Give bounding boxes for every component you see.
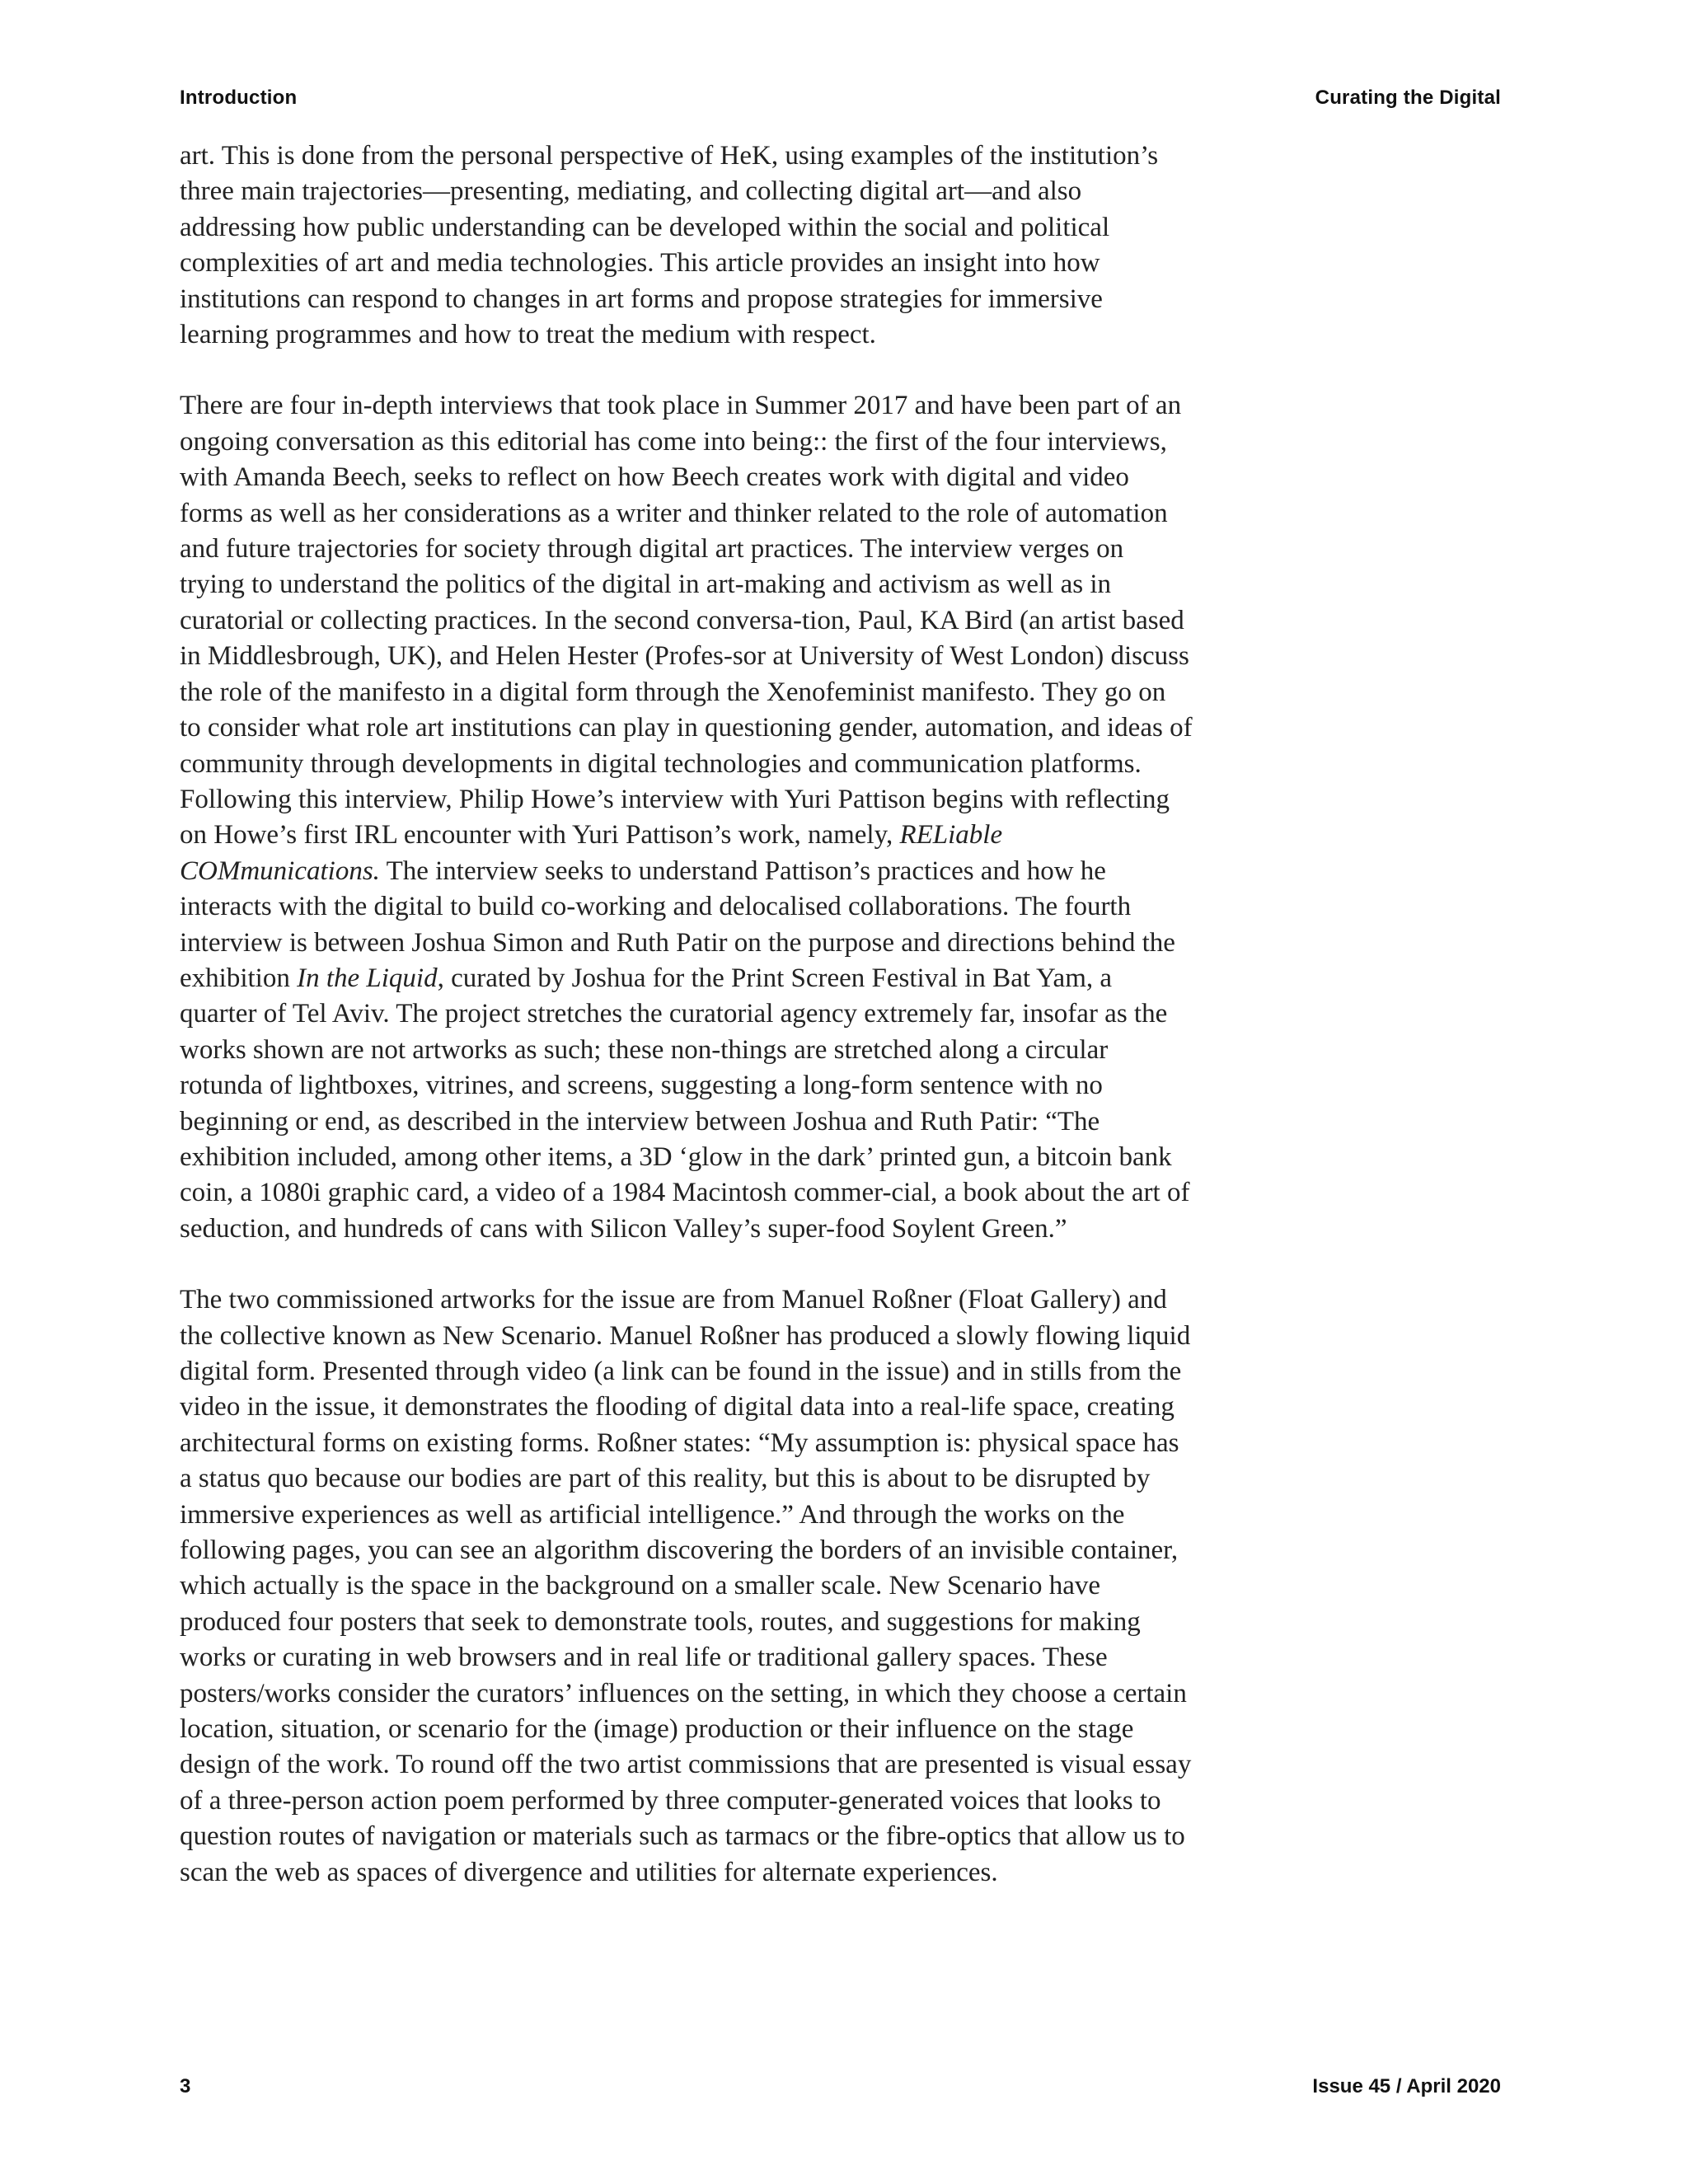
- page-number: 3: [180, 2075, 191, 2097]
- running-head-section: Introduction: [180, 87, 298, 109]
- paragraph-2: [180, 388, 1193, 1247]
- paragraph-2-part-c: , curated by Joshua for the Print Screen Festival in Bat Yam, a quarter of Tel Aviv. The project stretches the curatorial agency extremely far, insofar as the works shown are not artworks as such; these non-things are stretched along a circular rotunda of lightboxes, vitrines, and screens, suggesting a long-form sentence with no beginning or end, as described in the interview between Joshua and Ruth Patir: “The exhibition included, among other items, a 3D ‘glow in the dark’ printed gun, a bitcoin bank coin, a 1080i graphic card, a video of a 1984 Macintosh commer-cial, a book about the art of seduction, and hundreds of cans with Silicon Valley’s super-food Soylent Green.”: [180, 963, 1190, 1244]
- running-head-publication: Curating the Digital: [1315, 87, 1501, 109]
- paragraph-3: The two commissioned artworks for the issue are from Manuel Roßner (Float Gallery) and the collective known as New Scenario. Manuel Roßner has produced a slowly flowing liquid digital form. Presented through video (a link can be found in the issue) and in stills from the video in the issue, it demonstrates the flooding of digital data into a real-life space, creating architectural forms on existing forms. Roßner states: “My assumption is: physical space has a status quo because our bodies are part of this reality, but this is about to be disrupted by immersive experiences as well as artificial intelligence.” And through the works on the following pages, you can see an algorithm discovering the borders of an invisible container, which actually is the space in the background on a smaller scale. New Scenario have produced four posters that seek to demonstrate tools, routes, and suggestions for making works or curating in web browsers and in real life or traditional gallery spaces. These posters/works consider the curators’ influences on the setting, in which they choose a certain location, situation, or scenario for the (image) production or their influence on the stage design of the work. To round off the two artist commissions that are presented is visual essay of a three-person action poem performed by three computer-generated voices that looks to question routes of navigation or materials such as tarmacs or the fibre-optics that allow us to scan the web as spaces of divergence and utilities for alternate experiences.: [180, 1285, 1192, 1887]
- article-body: [180, 138, 1193, 1891]
- work-title-in-the-liquid: In the Liquid: [297, 963, 438, 993]
- paragraph-1: art. This is done from the personal perspective of HeK, using examples of the institution’s three main trajectories—presenting, mediating, and collecting digital art—and also addressing how public understanding can be developed within the social and political complexities of art and media technologies. This article provides an insight into how institutions can respond to changes in art forms and propose strategies for immersive learning programmes and how to treat the medium with respect.: [180, 141, 1159, 350]
- paragraph-2-part-b: The interview seeks to understand Pattison’s practices and how he interacts with the digital to build co-working and delocalised collaborations. The fourth interview is between Joshua Simon and Ruth Patir on the purpose and directions behind the exhibition: [180, 855, 1175, 993]
- work-title-reliable-communications: RELiable COMmunications.: [180, 820, 1003, 886]
- issue-label: Issue 45 / April 2020: [1312, 2075, 1501, 2097]
- paragraph-2-part-a: There are four in-depth interviews that took place in Summer 2017 and have been part of an ongoing conversation as this editorial has come into being:: the first of the four interviews, with Amanda Beech, seeks to reflect on how Beech creates work with digital and video forms as well as her considerations as a writer and thinker related to the role of automation and future trajectories for society through digital art practices. The interview verges on trying to understand the politics of the digital in art-making and activism as well as in curatorial or collecting practices. In the second conversa-tion, Paul, KA Bird (an artist based in Middlesbrough, UK), and Helen Hester (Profes-sor at University of West London) discuss the role of the manifesto in a digital form through the Xenofeminist manifesto. They go on to consider what role art institutions can play in questioning gender, automation, and ideas of community through developments in digital technologies and communication platforms. Following this interview, Philip Howe’s interview with Yuri Pattison begins with reflecting on Howe’s first IRL encounter with Yuri Pattison’s work, namely,: [180, 391, 1193, 851]
